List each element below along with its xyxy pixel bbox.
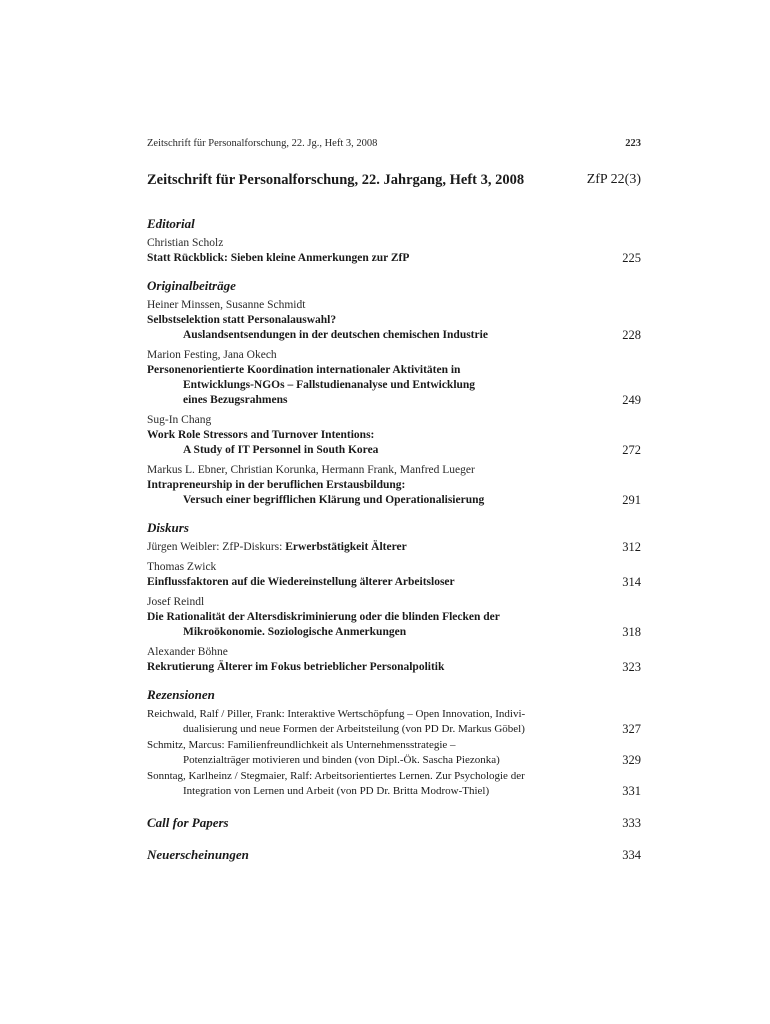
entry-page: 228 xyxy=(622,328,641,342)
toc-entry[interactable] xyxy=(147,298,641,343)
review-page: 327 xyxy=(622,722,641,736)
review-line: Potenzialträger motivieren und binden (von Dipl.-Ök. Sascha Piezonka) xyxy=(183,754,500,766)
table-of-contents xyxy=(147,216,641,867)
section-heading-rezensionen: Rezensionen xyxy=(147,687,215,702)
entry-author: Alexander Böhne xyxy=(147,646,228,658)
entry-title-line: Selbstselektion statt Personalauswahl? xyxy=(147,314,337,326)
review-line: Schmitz, Marcus: Familienfreundlichkeit als Unternehmensstrategie – xyxy=(147,739,456,751)
entry-page: 314 xyxy=(622,575,641,589)
toc-entry[interactable] xyxy=(147,540,641,555)
journal-title-text: Zeitschrift für Personalforschung, 22. Jahrgang, Heft 3, 2008 xyxy=(147,172,525,188)
entry-page: 272 xyxy=(622,443,641,457)
entry-title: Rekrutierung Älterer im Fokus betrieblicher Personalpolitik xyxy=(147,661,445,673)
review-line: Sonntag, Karlheinz / Stegmaier, Ralf: Arbeitsorientiertes Lernen. Zur Psychologie der xyxy=(147,770,525,782)
section-heading-neuerscheinungen[interactable] xyxy=(147,847,641,863)
entry-title-line: Versuch einer begrifflichen Klärung und Operationalisierung xyxy=(183,494,485,506)
entry-author: Marion Festing, Jana Okech xyxy=(147,349,277,361)
entry-title: Statt Rückblick: Sieben kleine Anmerkungen zur ZfP xyxy=(147,252,410,264)
toc-entry[interactable] xyxy=(147,595,641,640)
review-line: Integration von Lernen und Arbeit (von PD Dr. Britta Modrow-Thiel) xyxy=(183,785,490,797)
entry-page: 323 xyxy=(622,660,641,674)
review-line: Reichwald, Ralf / Piller, Frank: Interaktive Wertschöpfung – Open Innovation, Indivi- xyxy=(147,708,526,720)
entry-author: Heiner Minssen, Susanne Schmidt xyxy=(147,299,306,311)
entry-page: 225 xyxy=(622,251,641,265)
review-page: 331 xyxy=(622,784,641,798)
page-number: 223 xyxy=(625,138,641,149)
entry-title-line: Personenorientierte Koordination internationaler Aktivitäten in xyxy=(147,364,461,376)
toc-entry[interactable] xyxy=(147,645,641,675)
entry-author: Thomas Zwick xyxy=(147,561,217,573)
journal-title xyxy=(147,172,641,189)
section-heading-call-for-papers[interactable] xyxy=(147,815,641,831)
entry-title-line: Entwicklungs-NGOs – Fallstudienanalyse und Entwicklung xyxy=(183,379,476,391)
entry-page: 249 xyxy=(622,393,641,407)
review-page: 329 xyxy=(622,753,641,767)
entry-page: 291 xyxy=(622,493,641,507)
entry-title-line: Work Role Stressors and Turnover Intentions: xyxy=(147,429,375,441)
section-heading-original: Originalbeiträge xyxy=(147,278,236,293)
entry-author: Jürgen Weibler: ZfP-Diskurs: xyxy=(147,541,286,553)
entry-author: Sug-In Chang xyxy=(147,414,212,426)
entry-author: Christian Scholz xyxy=(147,237,224,249)
section-heading-editorial: Editorial xyxy=(147,216,195,231)
toc-entry[interactable] xyxy=(147,348,641,408)
neuerscheinungen-page: 334 xyxy=(622,848,641,862)
entry-title-line: eines Bezugsrahmens xyxy=(183,394,288,406)
review-entry[interactable] xyxy=(147,738,641,768)
review-entry[interactable] xyxy=(147,769,641,799)
entry-title-line: Auslandsentsendungen in der deutschen chemischen Industrie xyxy=(183,329,488,341)
journal-short-title: ZfP 22(3) xyxy=(586,172,641,187)
review-entry[interactable] xyxy=(147,707,641,737)
entry-author: Markus L. Ebner, Christian Korunka, Hermann Frank, Manfred Lueger xyxy=(147,464,475,476)
entry-title-line: A Study of IT Personnel in South Korea xyxy=(183,444,379,456)
toc-entry[interactable] xyxy=(147,463,641,508)
section-heading-diskurs: Diskurs xyxy=(147,520,189,535)
entry-title-line: Die Rationalität der Altersdiskriminierung oder die blinden Flecken der xyxy=(147,611,500,623)
neuerscheinungen-label: Neuerscheinungen xyxy=(147,847,249,862)
entry-title: Einflussfaktoren auf die Wiedereinstellung älterer Arbeitsloser xyxy=(147,576,455,588)
entry-author: Josef Reindl xyxy=(147,596,205,608)
call-for-papers-label: Call for Papers xyxy=(147,815,229,830)
entry-page: 312 xyxy=(622,540,641,554)
review-line: dualisierung und neue Formen der Arbeitsteilung (von PD Dr. Markus Göbel) xyxy=(183,723,525,735)
entry-title: Erwerbstätigkeit Älterer xyxy=(285,541,407,553)
toc-entry[interactable] xyxy=(147,236,641,266)
entry-title-line: Mikroökonomie. Soziologische Anmerkungen xyxy=(183,626,407,638)
journal-page xyxy=(147,0,641,1024)
entry-author-line xyxy=(147,540,595,555)
running-head xyxy=(147,138,641,149)
entry-page: 318 xyxy=(622,625,641,639)
call-for-papers-page: 333 xyxy=(622,816,641,830)
toc-entry[interactable] xyxy=(147,560,641,590)
toc-entry[interactable] xyxy=(147,413,641,458)
entry-title-line: Intrapreneurship in der beruflichen Erstausbildung: xyxy=(147,479,406,491)
running-head-text: Zeitschrift für Personalforschung, 22. Jg., Heft 3, 2008 xyxy=(147,138,378,149)
